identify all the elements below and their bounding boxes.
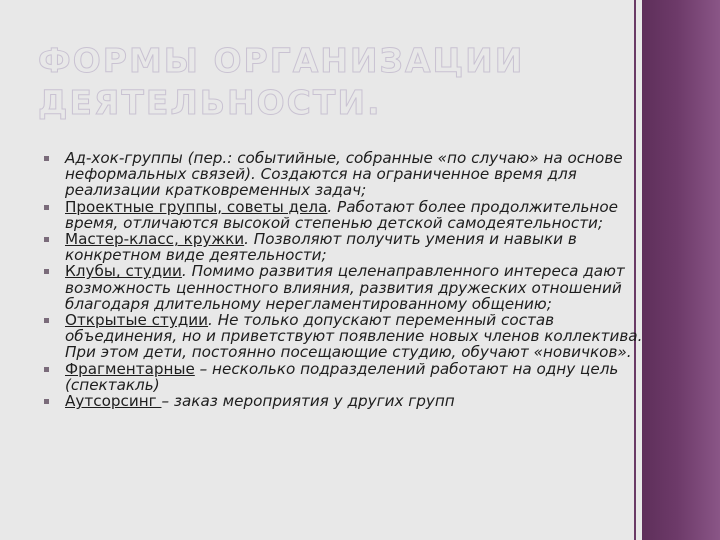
list-item-term: Аутсорсинг [65, 392, 162, 411]
list-item [44, 150, 644, 199]
list-item [44, 312, 644, 361]
list-item-text: – заказ мероприятия у других групп [161, 392, 455, 411]
list-item [44, 199, 644, 231]
list-item-text: – несколько подразделений работают на одну цель (спектакль) [65, 359, 619, 394]
bullet-square-icon [44, 367, 49, 372]
list-item-text: . Позволяют получить умения и навыки в конкретном виде деятельности; [65, 230, 577, 265]
bullet-square-icon [44, 156, 49, 161]
list-item [44, 361, 644, 393]
list-item-term: Мастер-класс, кружки [65, 230, 245, 249]
bullet-list [44, 150, 644, 409]
bullet-square-icon [44, 318, 49, 323]
list-item [44, 263, 644, 312]
bullet-square-icon [44, 399, 49, 404]
list-item-text: . Помимо развития целенаправленного интереса дают возможность ценностного влияния, развития дружеских отношений благодаря длительному нерегламентированному общению; [65, 262, 625, 313]
list-item-term: Фрагментарные [65, 359, 195, 378]
decorative-side-bar [642, 0, 720, 540]
bullet-square-icon [44, 269, 49, 274]
list-item-term: Клубы, студии [65, 262, 182, 281]
list-item [44, 231, 644, 263]
list-item-text: Ад-хок-группы (пер.: событийные, собранные «по случаю» на основе неформальных связей). Создаются на ограниченное время для реализации кратковременных задач; [65, 149, 623, 200]
list-item-term: Открытые студии [65, 311, 209, 330]
list-item-term: Проектные группы, советы дела [65, 197, 328, 216]
bullet-square-icon [44, 237, 49, 242]
list-item [44, 393, 644, 409]
list-item-text: . Работают более продолжительное время, отличаются высокой степенью детской самодеятельности; [65, 197, 618, 232]
slide-title-line-2: ДЕЯТЕЛЬНОСТИ. [38, 83, 382, 122]
list-item-text: . Не только допускают переменный состав объединения, но и приветствуют появление новых членов коллектива. При этом дети, постоянно посещающие студию, обучают «новичков». [65, 311, 643, 362]
slide-title [38, 40, 618, 124]
slide-title-line-1: ФОРМЫ ОРГАНИЗАЦИИ [38, 41, 525, 80]
bullet-square-icon [44, 205, 49, 210]
